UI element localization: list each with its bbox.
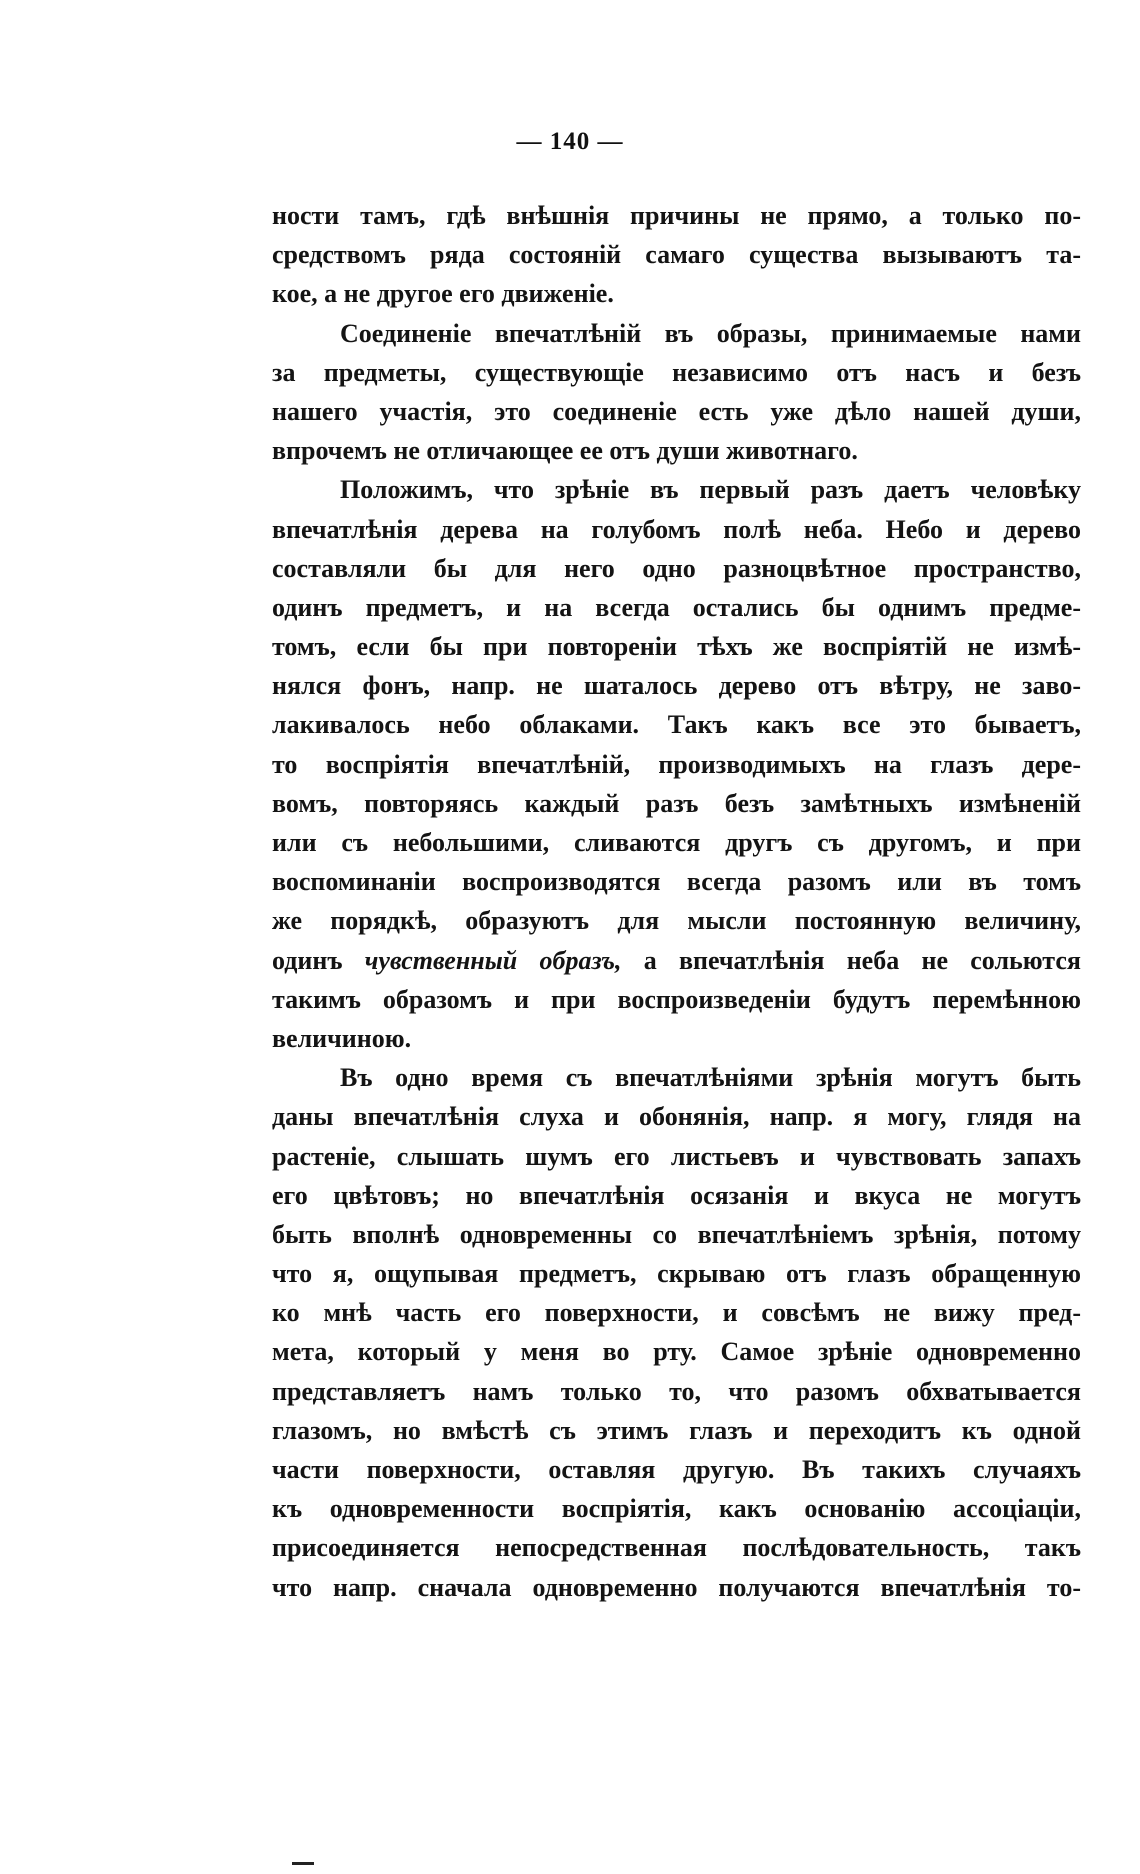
text-line: воспоминаніи воспроизводятся всегда разомъ или въ томъ: [272, 867, 1081, 897]
text-line: за предметы, существующіе независимо отъ насъ и безъ: [272, 357, 1081, 387]
text-line: томъ, если бы при повтореніи тѣхъ же воспріятій не измѣ-: [272, 632, 1081, 662]
text-line: къ одновременности воспріятія, какъ основанію ассоціаціи,: [272, 1494, 1081, 1524]
text-line-mixed: [272, 941, 1081, 980]
paragraph-4: [272, 1058, 1081, 1607]
paragraph-1: [272, 196, 1081, 314]
text-line: ности тамъ, гдѣ внѣшнія причины не прямо, а только по-: [272, 201, 1081, 230]
text-line: представляетъ намъ только то, что разомъ обхватывается: [272, 1376, 1081, 1406]
italic-term: чувственный образъ,: [364, 945, 622, 975]
footer-signature-mark: [292, 1862, 314, 1865]
text-line: что напр. сначала одновременно получаются впечатлѣнія то-: [272, 1572, 1081, 1602]
text-line: лакивалось небо облаками. Такъ какъ все это бываетъ,: [272, 710, 1081, 740]
text-line: части поверхности, оставляя другую. Въ такихъ случаяхъ: [272, 1455, 1081, 1484]
text-line: его цвѣтовъ; но впечатлѣнія осязанія и вкуса не могутъ: [272, 1180, 1081, 1210]
text-line: мета, который у меня во рту. Самое зрѣніе одновременно: [272, 1337, 1081, 1367]
text-line: одинъ предметъ, и на всегда остались бы однимъ предме-: [272, 592, 1081, 622]
text-line: или съ небольшими, сливаются другъ съ другомъ, и при: [272, 828, 1081, 857]
text-line: впечатлѣнія дерева на голубомъ полѣ неба. Небо и дерево: [272, 514, 1081, 544]
text-line: нашего участія, это соединеніе есть уже дѣло нашей души,: [272, 396, 1081, 426]
body-text: [272, 196, 1081, 1607]
text-line: глазомъ, но вмѣстѣ съ этимъ глазъ и переходитъ къ одной: [272, 1415, 1081, 1445]
text-line: растеніе, слышать шумъ его листьевъ и чувствовать запахъ: [272, 1141, 1081, 1171]
text-segment: одинъ: [272, 945, 365, 975]
text-segment: а впечатлѣнія неба не сольются: [621, 945, 1081, 975]
text-line: то воспріятія впечатлѣній, производимыхъ на глазъ дере-: [272, 749, 1081, 779]
text-line: средствомъ ряда состояній самаго существа вызываютъ та-: [272, 240, 1081, 270]
text-line: величиною.: [272, 1023, 412, 1053]
text-line: нялся фонъ, напр. не шаталось дерево отъ вѣтру, не заво-: [272, 671, 1081, 701]
text-line: такимъ образомъ и при воспроизведеніи будутъ перемѣнною: [272, 984, 1081, 1014]
text-line: впрочемъ не отличающее ее отъ души животнаго.: [272, 436, 858, 466]
text-line: Положимъ, что зрѣніе въ первый разъ даетъ человѣку: [340, 475, 1081, 505]
paragraph-3: [272, 470, 1081, 1058]
text-line: кое, а не другое его движеніе.: [272, 279, 614, 309]
text-line: присоединяется непосредственная послѣдовательность, такъ: [272, 1533, 1081, 1563]
text-line: вомъ, повторяясь каждый разъ безъ замѣтныхъ измѣненій: [272, 788, 1081, 818]
text-line: даны впечатлѣнія слуха и обонянія, напр. я могу, глядя на: [272, 1102, 1081, 1132]
text-line: что я, ощупывая предметъ, скрываю отъ глазъ обращенную: [272, 1259, 1081, 1289]
page-number: — 140 —: [516, 128, 624, 155]
text-line: составляли бы для него одно разноцвѣтное пространство,: [272, 553, 1081, 583]
text-line: же порядкѣ, образуютъ для мысли постоянную величину,: [272, 906, 1081, 936]
text-line: Соединеніе впечатлѣній въ образы, принимаемые нами: [340, 318, 1081, 348]
text-line: Въ одно время съ впечатлѣніями зрѣнія могутъ быть: [340, 1063, 1081, 1093]
paragraph-2: [272, 314, 1081, 471]
text-line: ко мнѣ часть его поверхности, и совсѣмъ не вижу пред-: [272, 1298, 1081, 1328]
text-line: быть вполнѣ одновременны со впечатлѣніемъ зрѣнія, потому: [272, 1219, 1081, 1249]
